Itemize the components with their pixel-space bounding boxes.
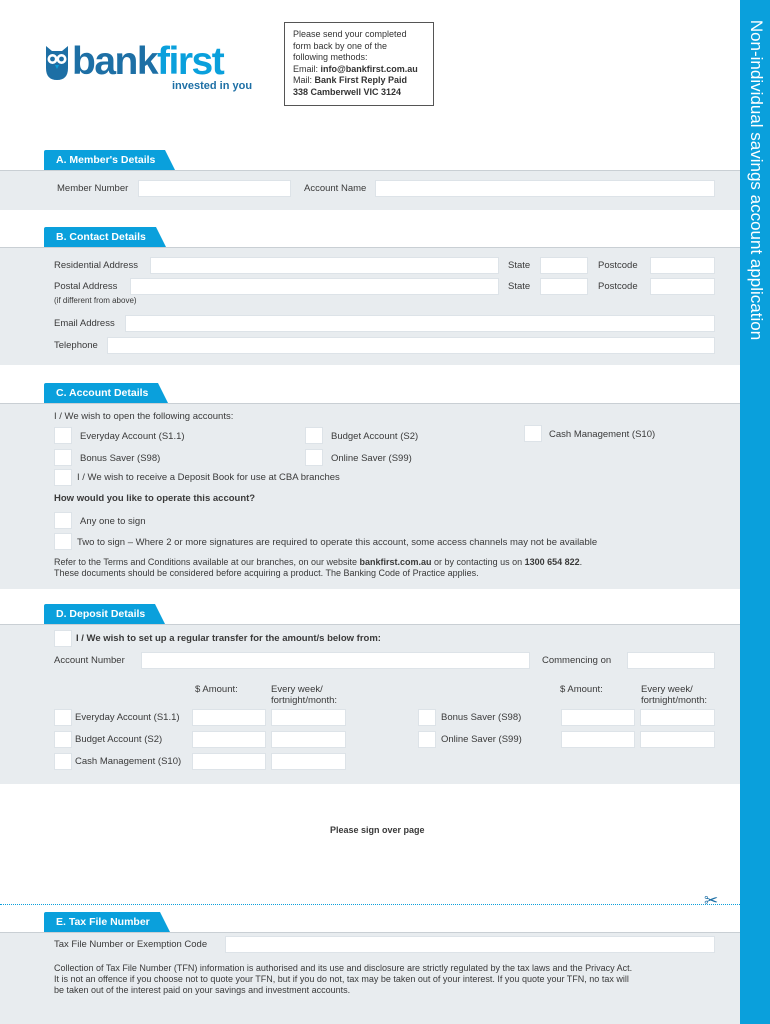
cut-line (0, 904, 740, 905)
deposit-budget-label: Budget Account (S2) (75, 734, 163, 745)
deposit-everyday-label: Everyday Account (S1.1) (75, 712, 180, 723)
send-mail-value: Bank First Reply Paid (314, 75, 408, 85)
scissors-icon: ✂ (704, 891, 719, 910)
deposit-online-frequency[interactable] (640, 731, 715, 748)
budget-account-checkbox[interactable] (305, 427, 323, 444)
any-one-to-sign-label: Any one to sign (80, 516, 146, 527)
budget-account-label: Budget Account (S2) (331, 431, 419, 442)
side-title: Non-individual savings account application (747, 19, 766, 341)
frequency-header-right-1: Every week/ (641, 684, 693, 695)
section-d-tab: D. Deposit Details (44, 604, 155, 624)
bonus-saver-checkbox[interactable] (54, 449, 72, 466)
section-a-tab: A. Member's Details (44, 150, 165, 170)
account-name-label: Account Name (304, 183, 367, 194)
owl-icon (42, 42, 72, 82)
member-number-field[interactable] (138, 180, 291, 197)
sign-over-page-note: Please sign over page (330, 825, 425, 835)
deposit-everyday-frequency[interactable] (271, 709, 346, 726)
deposit-everyday-amount[interactable] (192, 709, 266, 726)
state-label-1: State (508, 260, 531, 271)
everyday-account-checkbox[interactable] (54, 427, 72, 444)
send-line-2: form back by one of the (293, 40, 388, 51)
state-label-2: State (508, 281, 531, 292)
frequency-header-left-2: fortnight/month: (271, 695, 338, 706)
cash-management-checkbox[interactable] (524, 425, 542, 442)
operate-question: How would you like to operate this account? (54, 493, 256, 504)
deposit-budget-amount[interactable] (192, 731, 266, 748)
bonus-saver-label: Bonus Saver (S98) (80, 453, 161, 464)
send-instructions-box (284, 22, 434, 106)
brand-wordmark (72, 40, 223, 84)
deposit-everyday-checkbox[interactable] (54, 709, 72, 726)
regular-transfer-label: I / We wish to set up a regular transfer for the amount/s below from: (76, 633, 381, 644)
residential-address-label: Residential Address (54, 260, 138, 271)
commencing-on-field[interactable] (627, 652, 715, 669)
send-email-value: info@bankfirst.com.au (320, 63, 418, 74)
deposit-account-number-field[interactable] (141, 652, 530, 669)
postal-address-note: (if different from above) (54, 296, 137, 305)
send-line-1: Please send your completed (293, 29, 407, 39)
everyday-account-label: Everyday Account (S1.1) (80, 431, 185, 442)
deposit-online-label: Online Saver (S99) (441, 734, 522, 745)
tfn-field[interactable] (225, 936, 715, 953)
email-address-label: Email Address (54, 318, 115, 329)
member-number-label: Member Number (57, 183, 129, 194)
tfn-note-3: be taken out of the interest paid on your savings and investment accounts. (54, 985, 351, 995)
email-address-field[interactable] (125, 315, 715, 332)
deposit-cash-checkbox[interactable] (54, 753, 72, 770)
deposit-cash-amount[interactable] (192, 753, 266, 770)
terms-phone[interactable]: 1300 654 822 (524, 557, 580, 567)
frequency-header-right-2: fortnight/month: (641, 695, 708, 706)
frequency-header-left-1: Every week/ (271, 684, 323, 695)
terms-text-1: Refer to the Terms and Conditions available at our branches, on our website (54, 557, 360, 567)
send-line-3: following methods: (293, 52, 368, 62)
deposit-cash-label: Cash Management (S10) (75, 756, 182, 767)
tfn-label: Tax File Number or Exemption Code (54, 939, 208, 950)
postal-address-field[interactable] (130, 278, 499, 295)
brand-tagline: invested in you (172, 80, 253, 92)
section-e-tab: E. Tax File Number (44, 912, 160, 932)
send-address: 338 Camberwell VIC 3124 (293, 86, 402, 97)
deposit-online-amount[interactable] (561, 731, 635, 748)
postal-address-label: Postal Address (54, 281, 118, 292)
postcode-field-2[interactable] (650, 278, 715, 295)
amount-header-right: $ Amount: (560, 684, 603, 695)
two-to-sign-label: Two to sign – Where 2 or more signatures are required to operate this account, some access channels may not be available (77, 537, 598, 548)
deposit-bonus-frequency[interactable] (640, 709, 715, 726)
postcode-label-2: Postcode (598, 281, 638, 292)
terms-website[interactable]: bankfirst.com.au (359, 557, 432, 567)
deposit-online-checkbox[interactable] (418, 731, 436, 748)
amount-header-left: $ Amount: (195, 684, 238, 695)
deposit-account-number-label: Account Number (54, 655, 125, 666)
deposit-cash-frequency[interactable] (271, 753, 346, 770)
postcode-field-1[interactable] (650, 257, 715, 274)
deposit-bonus-amount[interactable] (561, 709, 635, 726)
deposit-book-checkbox[interactable] (54, 469, 72, 486)
online-saver-label: Online Saver (S99) (331, 453, 412, 464)
regular-transfer-checkbox[interactable] (54, 630, 72, 647)
any-one-to-sign-checkbox[interactable] (54, 512, 72, 529)
accounts-intro: I / We wish to open the following accounts: (54, 411, 234, 422)
deposit-bonus-label: Bonus Saver (S98) (441, 712, 522, 723)
logo (42, 40, 257, 96)
deposit-book-label: I / We wish to receive a Deposit Book for use at CBA branches (77, 472, 340, 483)
deposit-budget-frequency[interactable] (271, 731, 346, 748)
state-field-2[interactable] (540, 278, 588, 295)
commencing-on-label: Commencing on (542, 655, 612, 666)
residential-address-field[interactable] (150, 257, 499, 274)
account-name-field[interactable] (375, 180, 715, 197)
tfn-note-1: Collection of Tax File Number (TFN) information is authorised and its use and disclosure are strictly regulated by the tax laws and the Privacy Act. (54, 963, 633, 973)
deposit-budget-checkbox[interactable] (54, 731, 72, 748)
brand-first: first (157, 40, 224, 83)
side-title-bar (740, 0, 770, 1024)
two-to-sign-checkbox[interactable] (54, 533, 72, 550)
tfn-note-2: It is not an offence if you choose not to quote your TFN, but if you do not, tax may be taken out of your interest. If you quote your TFN, no tax will (54, 974, 629, 984)
send-email-label: Email: (293, 63, 321, 74)
terms-text-2: or by contacting us on (431, 557, 525, 567)
terms-line-1 (54, 557, 582, 567)
terms-text-3: . (579, 557, 583, 567)
send-mail-label: Mail: (293, 75, 315, 85)
section-c-tab: C. Account Details (44, 383, 158, 403)
section-b-tab: B. Contact Details (44, 227, 156, 247)
cash-management-label: Cash Management (S10) (549, 429, 656, 440)
telephone-label: Telephone (54, 340, 98, 351)
telephone-field[interactable] (107, 337, 715, 354)
brand-bank: bank (72, 40, 158, 83)
state-field-1[interactable] (540, 257, 588, 274)
terms-line-2: These documents should be considered before acquiring a product. The Banking Code of Practice applies. (54, 568, 479, 578)
deposit-bonus-checkbox[interactable] (418, 709, 436, 726)
online-saver-checkbox[interactable] (305, 449, 323, 466)
postcode-label-1: Postcode (598, 260, 638, 271)
